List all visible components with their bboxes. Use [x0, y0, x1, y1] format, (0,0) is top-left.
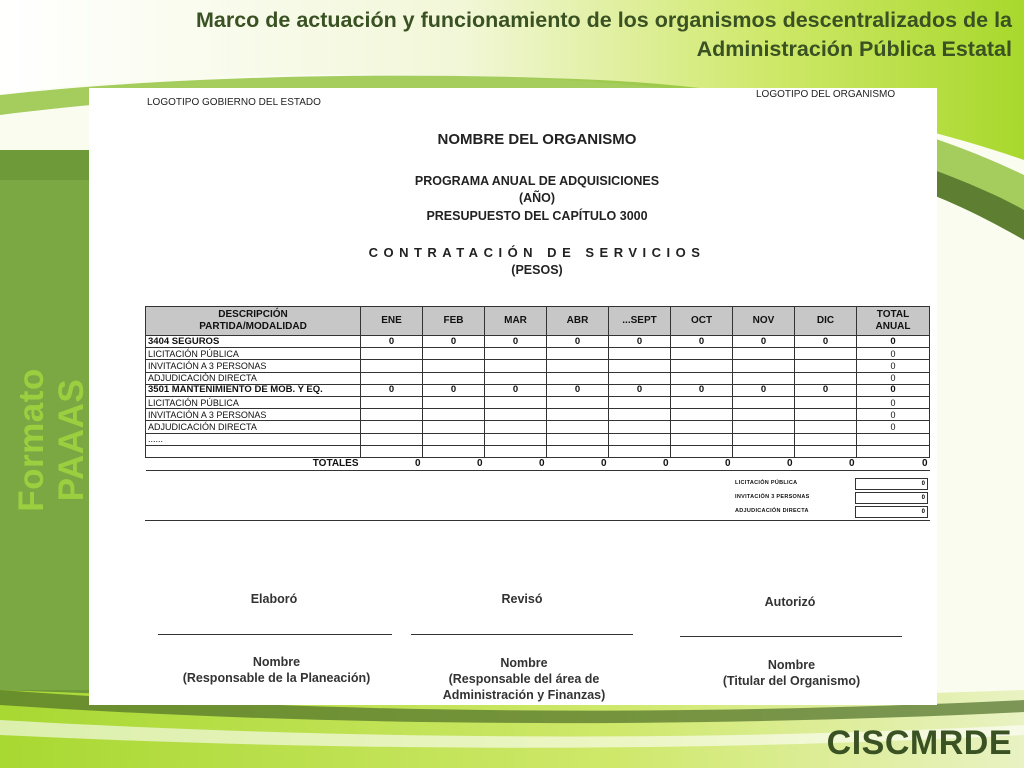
signature-title-elaboro: Elaboró	[250, 592, 298, 606]
month-value-cell	[795, 409, 857, 421]
month-value-cell	[485, 421, 547, 433]
row-total-annual	[857, 433, 930, 445]
month-value-cell: 0	[671, 336, 733, 348]
table-row	[146, 348, 930, 360]
header-month: ...SEPT	[609, 307, 671, 336]
month-value-cell	[423, 360, 485, 372]
table-row	[146, 360, 930, 372]
row-description: 3404 SEGUROS	[146, 336, 361, 348]
month-value-cell	[795, 396, 857, 408]
month-value-cell	[361, 372, 423, 384]
header-month: MAR	[485, 307, 547, 336]
summary-row	[735, 506, 930, 520]
month-value-cell	[423, 433, 485, 445]
table-body	[146, 336, 930, 471]
signature-name: Nombre	[500, 656, 548, 670]
row-total-annual: 0	[857, 421, 930, 433]
month-value-cell	[547, 360, 609, 372]
month-value-cell	[795, 348, 857, 360]
month-value-cell	[485, 409, 547, 421]
month-value-cell	[547, 433, 609, 445]
signature-block-reviso	[409, 655, 639, 703]
month-value-cell	[609, 360, 671, 372]
table-row	[146, 409, 930, 421]
month-value-cell	[609, 433, 671, 445]
slide-title	[12, 6, 1012, 64]
org-name: NOMBRE DEL ORGANISMO	[437, 131, 637, 148]
month-value-cell	[423, 348, 485, 360]
header-total-annual	[857, 307, 930, 336]
row-description: ADJUDICACIÓN DIRECTA	[146, 421, 361, 433]
totals-value: 0	[671, 457, 733, 470]
month-value-cell	[733, 445, 795, 457]
month-value-cell	[547, 348, 609, 360]
row-description: INVITACIÓN A 3 PERSONAS	[146, 360, 361, 372]
row-total-annual	[857, 445, 930, 457]
row-total-annual: 0	[857, 360, 930, 372]
signature-block-elaboro	[159, 654, 394, 686]
totals-value: 0	[547, 457, 609, 470]
month-value-cell	[361, 445, 423, 457]
signature-role: (Responsable de la Planeación)	[182, 671, 371, 685]
header-desc-line1: DESCRIPCIÓN	[218, 309, 288, 320]
row-description	[146, 445, 361, 457]
signature-title-reviso: Revisó	[501, 592, 543, 606]
month-value-cell	[423, 409, 485, 421]
acquisitions-table	[145, 306, 930, 471]
row-total-annual: 0	[857, 384, 930, 396]
table-header-row	[146, 307, 930, 336]
month-value-cell	[485, 360, 547, 372]
month-value-cell	[485, 372, 547, 384]
signature-role: Administración y Finanzas)	[442, 688, 606, 702]
logo-gobierno-placeholder: LOGOTIPO GOBIERNO DEL ESTADO	[147, 97, 321, 108]
month-value-cell	[485, 348, 547, 360]
month-value-cell: 0	[485, 336, 547, 348]
table-row	[146, 433, 930, 445]
month-value-cell: 0	[423, 384, 485, 396]
section-title: CONTRATACIÓN DE SERVICIOS	[368, 245, 706, 260]
currency-label: (PESOS)	[511, 263, 563, 277]
month-value-cell: 0	[733, 336, 795, 348]
month-value-cell	[671, 409, 733, 421]
month-value-cell	[733, 348, 795, 360]
table-row	[146, 396, 930, 408]
row-description: ADJUDICACIÓN DIRECTA	[146, 372, 361, 384]
summary-value: 0	[855, 506, 928, 518]
month-value-cell	[423, 445, 485, 457]
month-value-cell	[361, 396, 423, 408]
totals-row	[146, 457, 930, 470]
row-total-annual: 0	[857, 372, 930, 384]
header-month: OCT	[671, 307, 733, 336]
signature-line-autorizo	[680, 636, 902, 637]
row-description: INVITACIÓN A 3 PERSONAS	[146, 409, 361, 421]
totals-value: 0	[733, 457, 795, 470]
month-value-cell	[671, 445, 733, 457]
table-row	[146, 421, 930, 433]
month-value-cell	[609, 372, 671, 384]
month-value-cell	[547, 445, 609, 457]
summary-row	[735, 478, 930, 492]
month-value-cell	[671, 348, 733, 360]
month-value-cell	[609, 445, 671, 457]
slide-title-line-1: Marco de actuación y funcionamiento de los organismos descentralizados de la	[195, 8, 1012, 32]
slide-title-line-2: Administración Pública Estatal	[696, 37, 1012, 61]
totals-value: 0	[795, 457, 857, 470]
table-row	[146, 384, 930, 396]
table-row	[146, 372, 930, 384]
header-month: DIC	[795, 307, 857, 336]
month-value-cell	[485, 445, 547, 457]
signature-name: Nombre	[767, 658, 816, 672]
row-description: LICITACIÓN PÚBLICA	[146, 396, 361, 408]
signature-title-autorizo: Autorizó	[764, 595, 816, 609]
month-value-cell: 0	[671, 384, 733, 396]
month-value-cell	[795, 360, 857, 372]
totals-value: 0	[485, 457, 547, 470]
month-value-cell	[795, 433, 857, 445]
row-total-annual: 0	[857, 336, 930, 348]
summary-value: 0	[855, 478, 928, 490]
modality-summary	[145, 477, 930, 521]
signature-line-reviso	[411, 634, 633, 635]
month-value-cell	[361, 433, 423, 445]
totals-value: 0	[361, 457, 423, 470]
signature-block-autorizo	[679, 657, 904, 689]
month-value-cell	[733, 396, 795, 408]
header-total-line2: ANUAL	[875, 321, 911, 332]
month-value-cell: 0	[795, 384, 857, 396]
table-row	[146, 336, 930, 348]
header-month: ENE	[361, 307, 423, 336]
signature-name: Nombre	[252, 655, 301, 669]
month-value-cell	[733, 372, 795, 384]
month-value-cell: 0	[609, 384, 671, 396]
month-value-cell: 0	[733, 384, 795, 396]
month-value-cell	[671, 421, 733, 433]
header-desc-line2: PARTIDA/MODALIDAD	[199, 321, 307, 332]
signature-role: (Titular del Organismo)	[722, 674, 861, 688]
month-value-cell	[733, 360, 795, 372]
month-value-cell	[795, 421, 857, 433]
header-month: FEB	[423, 307, 485, 336]
month-value-cell	[609, 409, 671, 421]
summary-row	[735, 492, 930, 506]
month-value-cell	[361, 360, 423, 372]
month-value-cell	[361, 409, 423, 421]
row-description: 3501 MANTENIMIENTO DE MOB. Y EQ.	[146, 384, 361, 396]
month-value-cell	[547, 421, 609, 433]
row-total-annual: 0	[857, 409, 930, 421]
totals-value: 0	[609, 457, 671, 470]
month-value-cell: 0	[795, 336, 857, 348]
month-value-cell: 0	[361, 384, 423, 396]
month-value-cell: 0	[423, 336, 485, 348]
month-value-cell	[733, 409, 795, 421]
brand-label: CISCMRDE	[826, 724, 1012, 762]
month-value-cell	[671, 360, 733, 372]
month-value-cell: 0	[485, 384, 547, 396]
summary-label: LICITACIÓN PÚBLICA	[735, 480, 798, 486]
header-total-line1: TOTAL	[876, 309, 910, 320]
month-value-cell	[361, 348, 423, 360]
signature-line-elaboro	[158, 634, 392, 635]
month-value-cell	[733, 421, 795, 433]
header-month: NOV	[733, 307, 795, 336]
signature-role: (Responsable del área de	[448, 672, 600, 686]
summary-label: ADJUDICACIÓN DIRECTA	[735, 508, 809, 514]
month-value-cell	[361, 421, 423, 433]
month-value-cell	[423, 396, 485, 408]
header-description	[146, 307, 361, 336]
month-value-cell: 0	[609, 336, 671, 348]
month-value-cell: 0	[361, 336, 423, 348]
month-value-cell	[733, 433, 795, 445]
month-value-cell	[423, 372, 485, 384]
program-year: (AÑO)	[518, 191, 556, 205]
month-value-cell	[795, 445, 857, 457]
row-description: LICITACIÓN PÚBLICA	[146, 348, 361, 360]
month-value-cell	[671, 372, 733, 384]
program-title: PROGRAMA ANUAL DE ADQUISICIONES	[414, 174, 660, 188]
month-value-cell: 0	[547, 336, 609, 348]
totals-label: TOTALES	[146, 457, 361, 470]
document-page	[89, 88, 937, 705]
month-value-cell	[547, 409, 609, 421]
header-month: ABR	[547, 307, 609, 336]
row-description: ......	[146, 433, 361, 445]
month-value-cell	[671, 433, 733, 445]
totals-annual-value: 0	[857, 457, 930, 470]
month-value-cell	[609, 396, 671, 408]
month-value-cell	[547, 396, 609, 408]
summary-value: 0	[855, 492, 928, 504]
table-row	[146, 445, 930, 457]
month-value-cell	[609, 348, 671, 360]
summary-label: INVITACIÓN 3 PERSONAS	[735, 494, 810, 500]
month-value-cell	[795, 372, 857, 384]
month-value-cell	[485, 433, 547, 445]
month-value-cell	[609, 421, 671, 433]
totals-value: 0	[423, 457, 485, 470]
logo-organismo-placeholder: LOGOTIPO DEL ORGANISMO	[756, 89, 896, 100]
month-value-cell	[547, 372, 609, 384]
month-value-cell	[423, 421, 485, 433]
vertical-label: Formato PAAAS	[12, 368, 91, 512]
month-value-cell	[671, 396, 733, 408]
month-value-cell: 0	[547, 384, 609, 396]
row-total-annual: 0	[857, 396, 930, 408]
month-value-cell	[485, 396, 547, 408]
row-total-annual: 0	[857, 348, 930, 360]
budget-chapter: PRESUPUESTO DEL CAPÍTULO 3000	[426, 209, 648, 223]
